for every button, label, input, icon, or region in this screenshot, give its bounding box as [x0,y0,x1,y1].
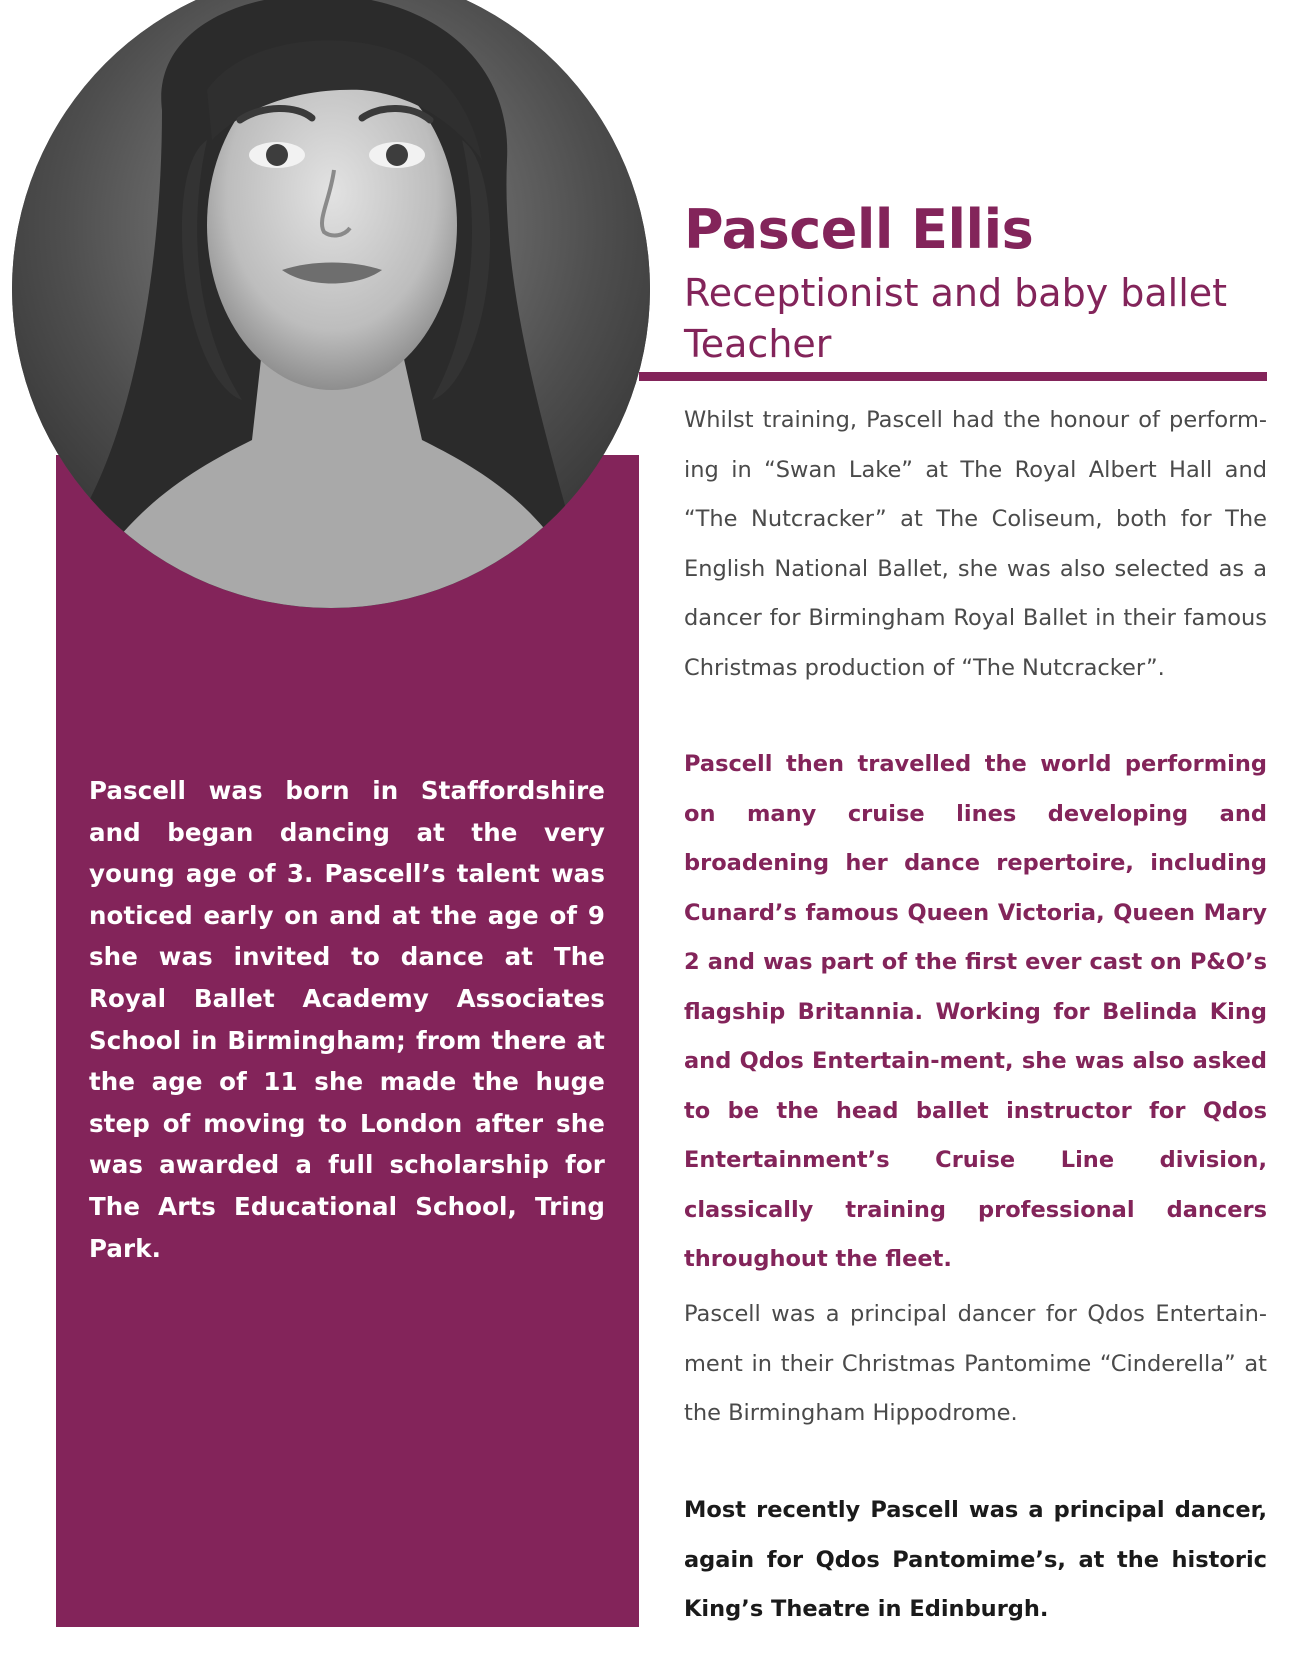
intro-paragraph: Pascell was born in Staffordshire and began dancing at the very young age of 3. Pascell’s talent was noticed early on and at the age of 9 she was invited to dance at The Royal Ballet Academy Associates School in Birmingham; from there at the age of 11 she made the huge step of moving to London after she was awarded a full scholarship for The Arts Educational School, Tring Park. [89,776,605,1263]
person-name: Pascell Ellis [684,198,1034,261]
portrait-illustration [12,0,650,608]
portrait-photo [12,0,650,608]
bio-paragraph-training: Whilst training, Pascell had the honour of perform-ing in “Swan Lake” at The Royal Albert Hall and “The Nutcracker” at The Coliseum, both for The English National Ballet, she was also selected as a dancer for Birmingham Royal Ballet in their famous Christmas production of “The Nutcracker”. [684,407,1267,681]
bio-paragraph-recent: Most recently Pascell was a principal dancer, again for Qdos Pantomime’s, at the historic King’s Theatre in Edinburgh. [684,1497,1267,1622]
person-role: Receptionist and baby ballet Teacher [684,271,1228,366]
bio-paragraph-pantomime: Pascell was a principal dancer for Qdos Entertain-ment in their Christmas Pantomime “Cinderella” at the Birmingham Hippodrome. [684,1301,1267,1426]
heading-divider [639,372,1267,381]
bio-paragraph-cruise: Pascell then travelled the world performing on many cruise lines developing and broadening her dance repertoire, including Cunard’s famous Queen Victoria, Queen Mary 2 and was part of the first ever cast on P&O’s flagship Britannia. Working for Belinda King and Qdos Entertain-ment, she was also asked to be the head ballet instructor for Qdos Entertainment’s Cruise Line division, classically training professional dancers throughout the fleet. [684,751,1267,1272]
